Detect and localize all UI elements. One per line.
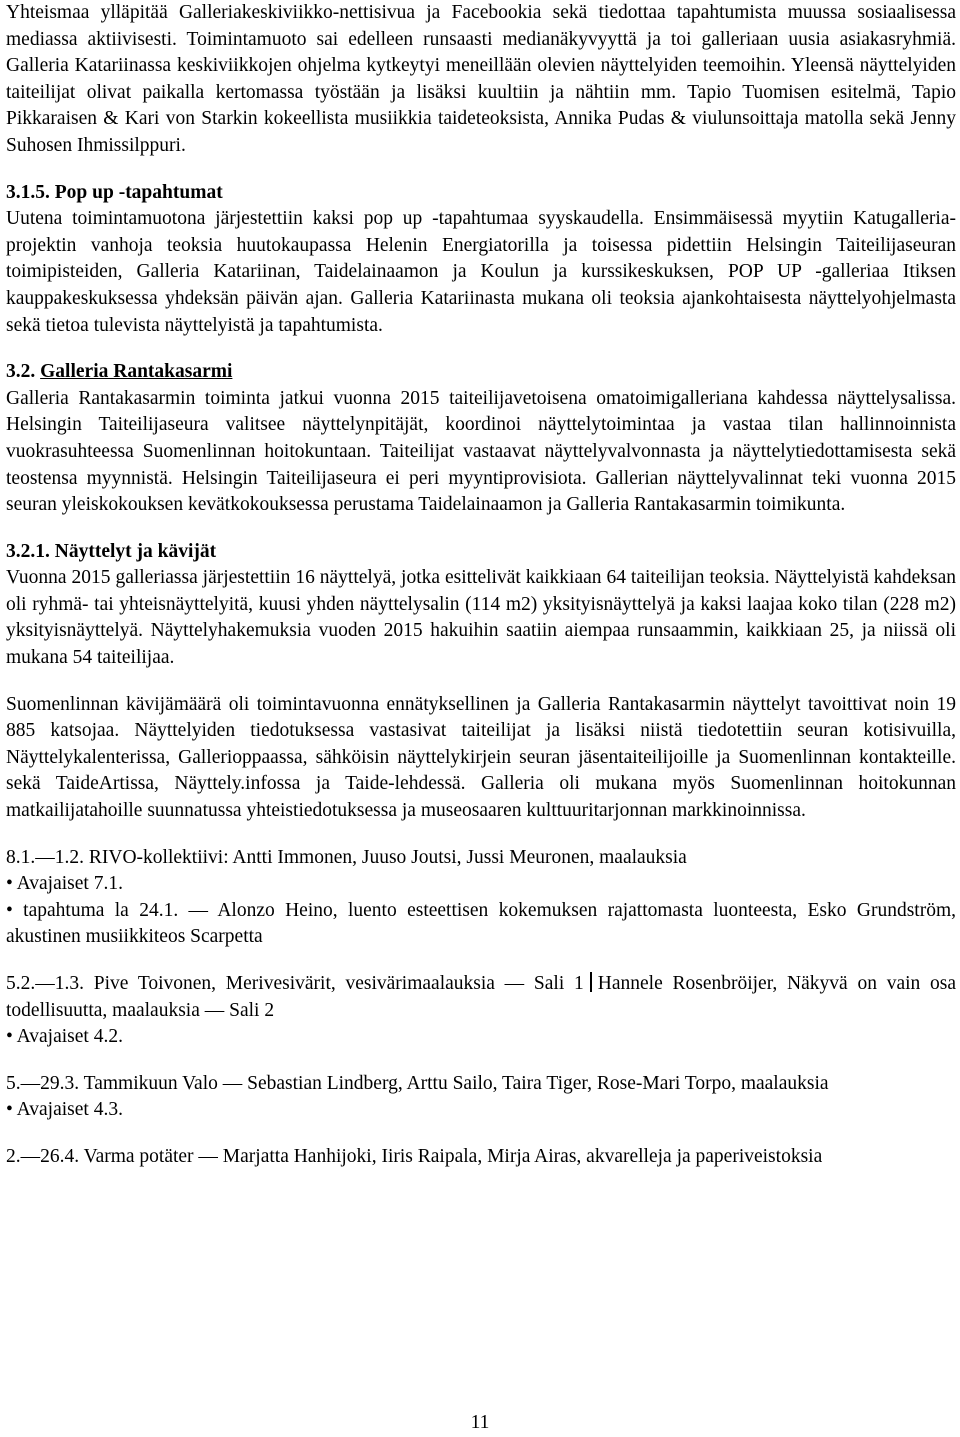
intro-paragraph: Yhteismaa ylläpitää Galleriakeskiviikko-nettisivua ja Facebookia sekä tiedottaa tapahtumista muussa sosiaalisessa mediassa aktiivisesti. Toimintamuoto sai edelleen runsaasti medianäkyvyyttä ja toi galleriaan uusia asiakasryhmiä. Galleria Katariinassa keskiviikkojen ohjelma kytkeytyi meneillään olevien näyttelyiden teemoihin. Yleensä näyttelyiden taiteilijat olivat paikalla kertomassa työstään ja lisäksi kuultiin ja nähtiin mm. Tapio Tuomisen esitelmä, Tapio Pikkaraisen & Kari von Starkin kokeellista musiikkia taideteoksista, Annika Pudas & viulunsoittaja matolla sekä Jenny Suhosen Ihmissilppuri. bbox=[6, 2, 956, 156]
exhibition-bullet: • tapahtuma la 24.1. — Alonzo Heino, luento esteettisen kokemuksen rajattomasta luonteesta, Esko Grundström, akustinen musiikkiteos Scarpetta bbox=[6, 899, 956, 948]
spacer bbox=[6, 1051, 956, 1071]
exhibition-title bbox=[6, 971, 956, 1024]
exhibition-bullet: • Avajaiset 7.1. bbox=[6, 873, 123, 895]
exhibition-title-part: 5.2.—1.3. Pive Toivonen, Merivesivärit, vesivärimaalauksia — Sali 1 bbox=[6, 973, 584, 994]
page-number: 11 bbox=[470, 1412, 490, 1433]
section-heading-pop-up: 3.1.5. Pop up -tapahtumat bbox=[6, 181, 223, 203]
spacer bbox=[6, 951, 956, 971]
spacer bbox=[6, 339, 956, 359]
section-number: 3.2. bbox=[6, 361, 41, 383]
exhibition-title: 2.—26.4. Varma potäter — Marjatta Hanhijoki, Iiris Raipala, Mirja Airas, akvarelleja ja paperiveistoksia bbox=[6, 1145, 823, 1167]
nayttelyt-paragraph-1: Vuonna 2015 galleriassa järjestettiin 16 näyttelyä, jotka esittelivät kaikkiaan 64 taiteilijan teoksia. Näyttelyistä kahdeksan oli ryhmä- tai yhteisnäyttelyitä, kuusi yhden näyttelysalin (114 m2) yksityisnäyttelyä ja kaksi laajaa koko tilan (228 m2) yksityisnäyttelyä. Näyttelyhakemuksia vuoden 2015 hakuihin saatiin aiempaa runsaammin, kaikkiaan 25, ja niissä oli mukana 54 taiteilijaa. bbox=[6, 567, 956, 669]
spacer bbox=[6, 160, 956, 180]
exhibition-bullet: • Avajaiset 4.3. bbox=[6, 1099, 123, 1121]
exhibition-title: 5.—29.3. Tammikuun Valo — Sebastian Lindberg, Arttu Sailo, Taira Tiger, Rose-Mari Torpo, maalauksia bbox=[6, 1072, 829, 1094]
section-heading-nayttelyt: 3.2.1. Näyttelyt ja kävijät bbox=[6, 540, 217, 562]
spacer bbox=[6, 519, 956, 539]
exhibition-title-part: Hannele Rosenbröijer, Näkyvä on vain osa todellisuutta, maalauksia — Sali 2 bbox=[6, 973, 957, 1021]
exhibition-bullet: • Avajaiset 4.2. bbox=[6, 1026, 123, 1048]
exhibition-title: 8.1.—1.2. RIVO-kollektiivi: Antti Immonen, Juuso Joutsi, Jussi Meuronen, maalauksia bbox=[6, 846, 687, 868]
rantakasarmi-paragraph: Galleria Rantakasarmin toiminta jatkui vuonna 2015 taiteilijavetoisena omatoimigalleriana kahdessa näyttelysalissa. Helsingin Taiteilijaseura valitsee näyttelynpitäjät, koordinoi näyttelytoimintaa ja vastaa tilan hallinnoinnista vuokrasuhteessa Suomenlinnan hoitokuntaan. Taiteilijat vastaavat näyttelyvalvonnasta ja näyttelytiedottamisesta sekä teostensa myynnistä. Helsingin Taiteilijaseura ei peri myyntiprovisiota. Gallerian näyttelyvalinnat teki vuonna 2015 seuran yleiskokouksen kevätkokouksessa perustama Taidelainaamon ja Galleria Rantakasarmin toimikunta. bbox=[6, 387, 956, 516]
section-heading-rantakasarmi bbox=[6, 359, 956, 386]
document-page bbox=[6, 0, 956, 1171]
spacer bbox=[6, 1124, 956, 1144]
separator-bar bbox=[590, 972, 592, 992]
section-title: Galleria Rantakasarmi bbox=[40, 361, 233, 383]
nayttelyt-paragraph-2: Suomenlinnan kävijämäärä oli toimintavuonna ennätyksellinen ja Galleria Rantakasarmin näyttelyt tavoittivat noin 19 885 katsojaa. Näyttelyiden tiedotuksessa vastasivat taiteilijat ja lisäksi niistä tiedotettiin seuran kotisivuilla, Näyttelykalenterissa, Gallerioppaassa, sähköisin näyttelykirjein seuran jäsentaiteilijoille ja Suomenlinnan kontakteille. sekä TaideArtissa, Näyttely.infossa ja Taide-lehdessä. Galleria oli mukana myös Suomenlinnan hoitokunnan matkailijatahoille suunnatussa yhteistiedotuksessa ja museosaaren kulttuuritarjonnan markkinoinnissa. bbox=[6, 693, 956, 822]
spacer bbox=[6, 672, 956, 692]
pop-up-paragraph: Uutena toimintamuotona järjestettiin kaksi pop up -tapahtumaa syyskaudella. Ensimmäisessä myytiin Katugalleria-projektin vanhoja teoksia huutokaupassa Helenin Energiatorilla ja toisessa pidettiin Helsingin Taiteilijaseuran toimipisteiden, Galleria Katariinan, Taidelainaamon ja Koulun ja kurssikeskuksen, POP UP -galleriaa Itiksen kauppakeskuksessa yhdeksän päivän ajan. Galleria Katariinasta mukana oli teoksia ajankohtaisesta näyttelyohjelmasta sekä tietoa tulevista näyttelyistä ja tapahtumista. bbox=[6, 208, 956, 336]
spacer bbox=[6, 825, 956, 845]
